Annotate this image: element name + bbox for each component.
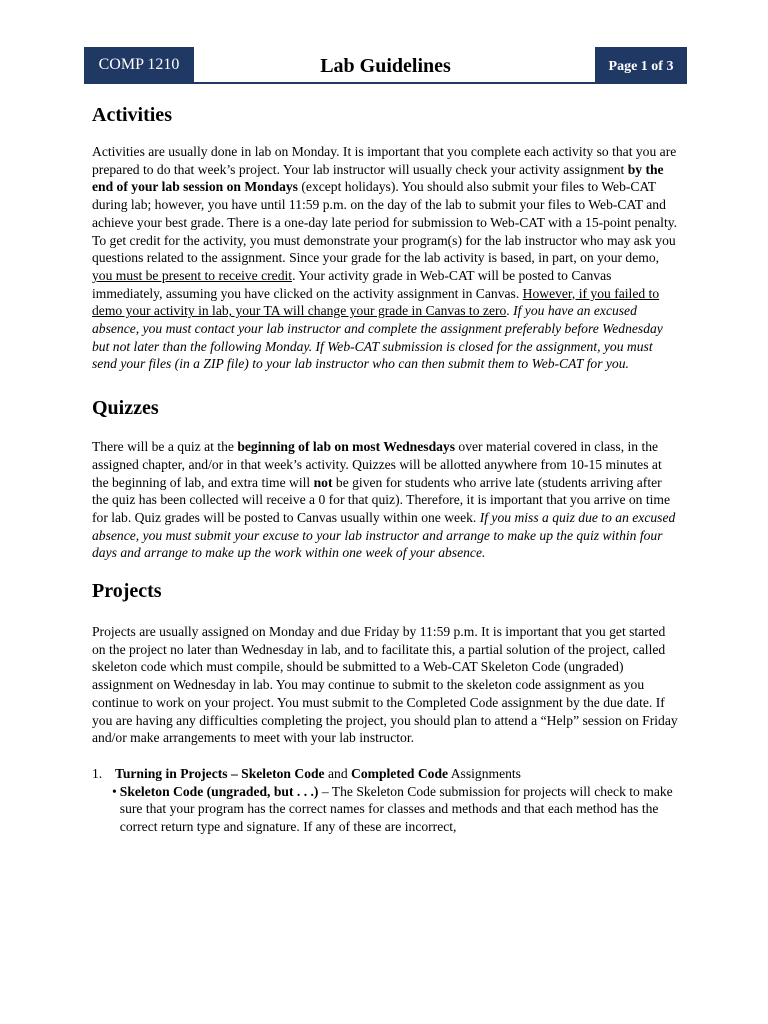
quizzes-section: [92, 395, 678, 562]
text-run: Assignments: [448, 765, 521, 781]
bold-run: by the end of your lab session on Mondays: [92, 161, 664, 195]
underline-run: However, if you failed to demo your activity in lab, your TA will change your grade in Canvas to zero: [92, 285, 660, 319]
text-run: and: [324, 765, 352, 781]
course-badge: COMP 1210: [84, 47, 194, 82]
text-run: over material covered in class, in the assigned chapter, and/or in that week’s activity. Quizzes will be allotted anywhere from 10-15 minutes at the beginning of lab, and extra time will: [92, 439, 662, 490]
underline-run: you must be present to receive credit: [92, 267, 293, 283]
activities-section: [92, 102, 678, 373]
text-run: . Your activity grade in Web-CAT will be posted to Canvas immediately, assuming you have clicked on the activity assignment in Canvas.: [92, 267, 612, 301]
activities-heading: Activities: [92, 104, 172, 126]
bold-run: Completed Code: [351, 765, 449, 781]
text-run: Activities are usually done in lab on Monday. It is important that you complete each activity so that you are prepared to do that week’s project. Your lab instructor will usually check your activity assignment: [92, 144, 677, 177]
bullet-icon: •: [112, 783, 117, 799]
text-run: .: [506, 303, 514, 319]
bold-run: not: [313, 474, 333, 490]
text-run: be given for students who arrive late (students arriving after the quiz has been collected will receive a 0 for that quiz). Therefore, it is important that you arrive on time for lab. Quiz grades will be posted to Canvas usually within one week.: [92, 474, 671, 525]
bold-run: Skeleton Code (ungraded, but . . .): [119, 783, 319, 799]
quizzes-heading: Quizzes: [92, 397, 159, 420]
italic-run: If you have an excused absence, you must contact your lab instructor and complete the assignment preferably before Wednesday but not later than the following Monday. If Web-CAT submission is closed for the assignment, you must send your files (in a ZIP file) to your lab instructor who can then submit them to Web-CAT for you.: [92, 303, 663, 372]
projects-section: [92, 578, 678, 836]
activities-paragraph: [92, 143, 678, 373]
bold-run: beginning of lab on most Wednesdays: [237, 439, 456, 455]
numbered-list: [92, 765, 678, 836]
list-number: 1.: [92, 765, 103, 781]
page-number-badge: Page 1 of 3: [595, 47, 687, 82]
bullet-text: [120, 783, 678, 836]
text-run: (except holidays). You should also submit your files to Web-CAT during lab; however, you have until 11:59 p.m. on the day of the lab to submit your files to Web-CAT and achieve your best grade. There is a one-day late period for submission to Web-CAT with a 15-point penalty. To get credit for the activity, you must demonstrate your program(s) for the lab instructor who may ask you questions related to the assignment. Since your grade for the lab activity is based, in part, on your demo,: [92, 179, 678, 266]
bullet-list: [92, 783, 678, 836]
text-run: – The Skeleton Code submission for projects will check to make sure that your program has the correct names for classes and methods and that each method has the correct return type and signature. If any of these are incorrect,: [119, 783, 673, 835]
list-item: [92, 765, 678, 783]
list-item-text: [115, 765, 521, 783]
quizzes-paragraph: [92, 438, 678, 562]
header-rule: [84, 82, 687, 84]
document-body: [92, 102, 678, 836]
bullet-item: [112, 783, 678, 836]
document-title: Lab Guidelines: [320, 55, 451, 77]
projects-heading: Projects: [92, 580, 162, 603]
italic-run: If you miss a quiz due to an excused absence, you must submit your excuse to your lab instructor and arrange to make up the quiz within four days and arrange to make up the work within one week of your absence.: [92, 509, 676, 561]
bold-run: Turning in Projects – Skeleton Code: [115, 765, 325, 781]
page-header: [84, 47, 687, 84]
text-run: There will be a quiz at the: [92, 439, 238, 455]
projects-paragraph: Projects are usually assigned on Monday and due Friday by 11:59 p.m. It is important that you get started on the project no later than Wednesday in lab, and to facilitate this, a partial solution of the project, called skeleton code which must compile, should be submitted to a Web-CAT Skeleton Code (ungraded) assignment on Wednesday in lab. You may continue to submit to the skeleton code assignment as you continue to work on your project. You must submit to the Completed Code assignment by the due date. If you are having any difficulties completing the project, you should plan to attend a “Help” session on Friday and/or make arrangements to meet with your lab instructor.: [92, 624, 678, 746]
